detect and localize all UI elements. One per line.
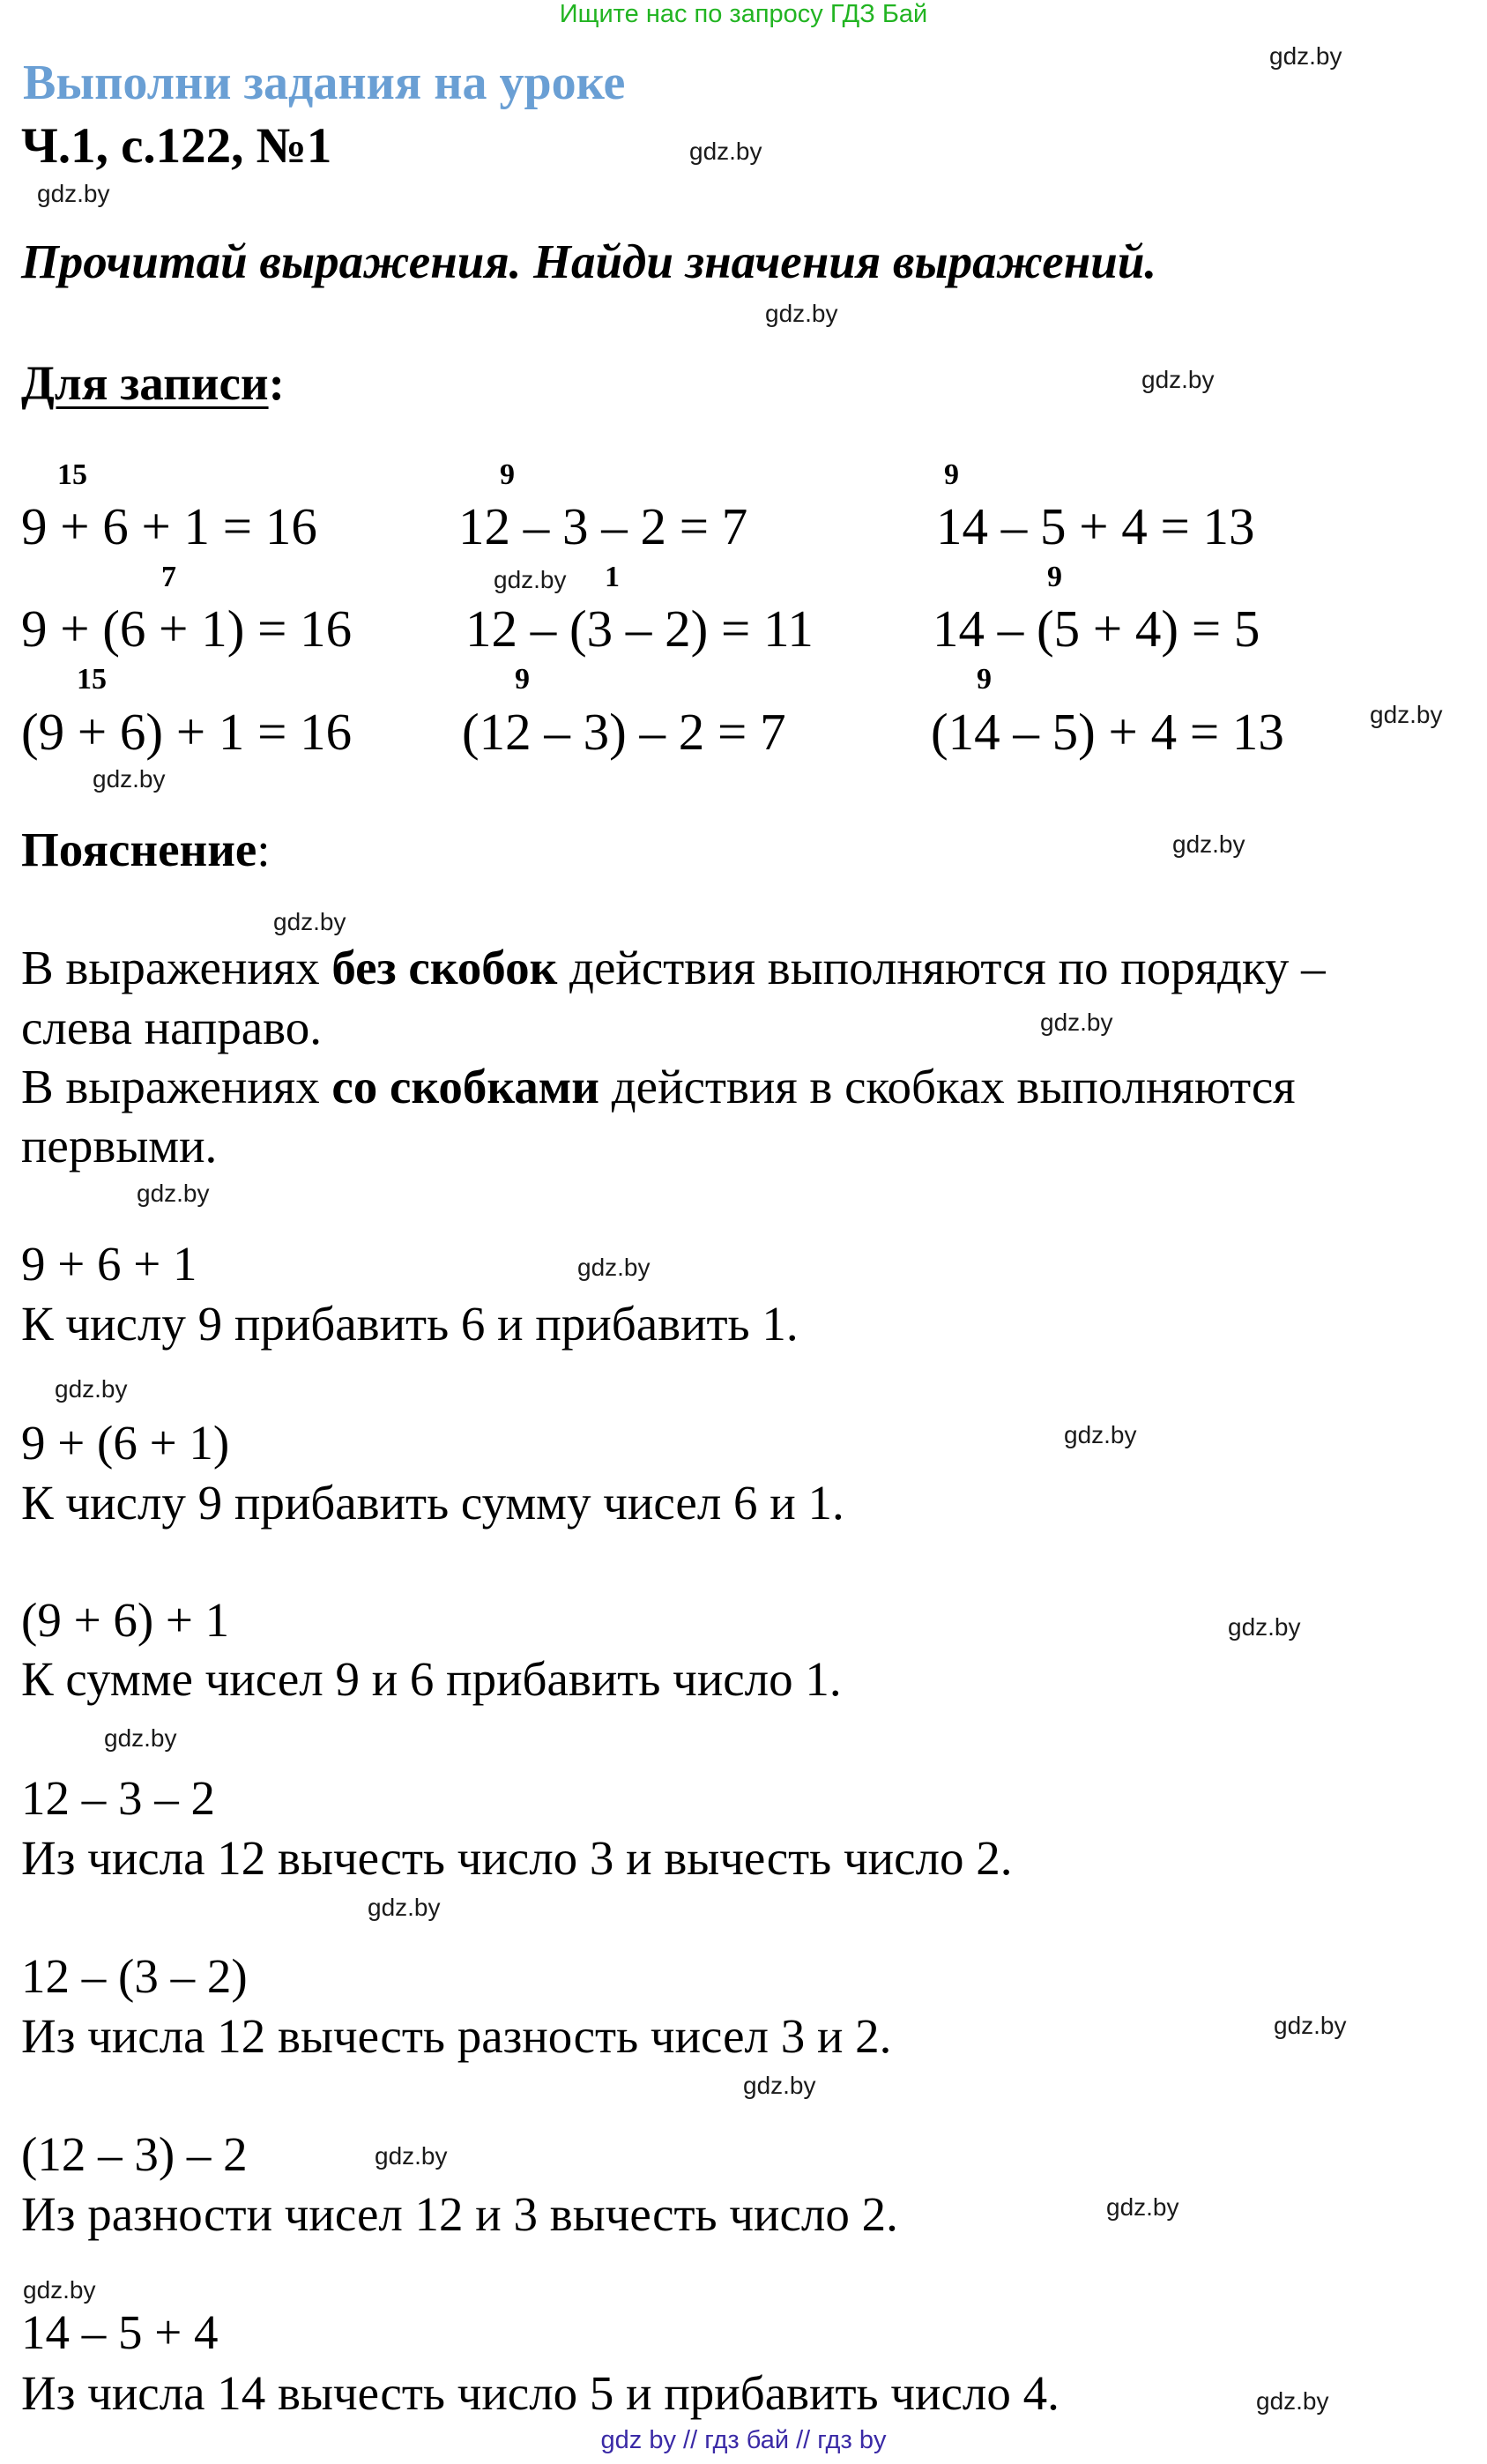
task-instruction: Прочитай выражения. Найди значения выражений. bbox=[21, 234, 1157, 288]
watermark: gdz.by bbox=[93, 765, 166, 793]
rule-bold-text: со скобками bbox=[331, 1060, 599, 1113]
explanation-text: Из числа 14 вычесть число 5 и прибавить число 4. bbox=[21, 2366, 1059, 2420]
expr-superscript: 15 bbox=[57, 458, 87, 491]
expr-superscript: 9 bbox=[515, 663, 530, 696]
explanation-text: Из разности чисел 12 и 3 вычесть число 2. bbox=[21, 2187, 898, 2241]
explanation-text: Из числа 12 вычесть разность чисел 3 и 2. bbox=[21, 2009, 892, 2063]
expr-superscript: 9 bbox=[944, 458, 959, 491]
expression: (14 – 5) + 4 = 13 bbox=[931, 703, 1284, 761]
watermark: gdz.by bbox=[368, 1894, 441, 1921]
explanation-label-text: Пояснение bbox=[21, 823, 257, 876]
rule-text: действия в скобках выполняются bbox=[599, 1060, 1296, 1113]
top-search-link[interactable]: Ищите нас по запросу ГДЗ Бай bbox=[559, 0, 928, 28]
bottom-links[interactable]: gdz by // гдз бай // гдз by bbox=[600, 2426, 887, 2454]
rule-text: действия выполняются по порядку – bbox=[557, 941, 1326, 994]
record-label-colon: : bbox=[268, 356, 285, 410]
explanation-label-colon: : bbox=[257, 823, 271, 876]
watermark: gdz.by bbox=[23, 2276, 96, 2304]
exercise-reference: Ч.1, с.122, №1 bbox=[21, 118, 332, 174]
explanation-expression: 14 – 5 + 4 bbox=[21, 2305, 219, 2359]
watermark: gdz.by bbox=[375, 2142, 448, 2170]
explanation-expression: (9 + 6) + 1 bbox=[21, 1593, 230, 1647]
record-label-text: Для записи bbox=[21, 356, 269, 410]
expression: (12 – 3) – 2 = 7 bbox=[462, 703, 786, 761]
watermark: gdz.by bbox=[137, 1180, 210, 1207]
explanation-text: К сумме чисел 9 и 6 прибавить число 1. bbox=[21, 1652, 842, 1706]
rule-no-brackets bbox=[21, 940, 1326, 995]
watermark: gdz.by bbox=[1274, 2012, 1347, 2039]
explanation-expression: 9 + 6 + 1 bbox=[21, 1237, 197, 1291]
rule-text: В выражениях bbox=[21, 1060, 332, 1113]
rule-text: В выражениях bbox=[21, 941, 332, 994]
rule-no-brackets-line2: слева направо. bbox=[21, 1001, 322, 1054]
watermark: gdz.by bbox=[1269, 42, 1342, 70]
watermark: gdz.by bbox=[1370, 701, 1443, 728]
watermark: gdz.by bbox=[1141, 366, 1215, 393]
explanation-text: К числу 9 прибавить сумму чисел 6 и 1. bbox=[21, 1476, 844, 1530]
expression: 12 – 3 – 2 = 7 bbox=[458, 497, 748, 555]
watermark: gdz.by bbox=[1064, 1421, 1137, 1448]
expr-superscript: 9 bbox=[977, 663, 992, 696]
expr-superscript: 9 bbox=[1047, 561, 1062, 593]
expr-superscript: 15 bbox=[77, 663, 107, 696]
watermark: gdz.by bbox=[765, 300, 838, 327]
explanation-text: К числу 9 прибавить 6 и прибавить 1. bbox=[21, 1297, 799, 1351]
record-label bbox=[21, 355, 285, 411]
expression: 14 – 5 + 4 = 13 bbox=[936, 497, 1255, 555]
watermark: gdz.by bbox=[104, 1724, 177, 1752]
explanation-expression: 12 – 3 – 2 bbox=[21, 1771, 215, 1825]
watermark: gdz.by bbox=[1256, 2387, 1329, 2415]
watermark: gdz.by bbox=[494, 566, 567, 593]
expr-superscript: 9 bbox=[500, 458, 515, 491]
explanation-expression: 9 + (6 + 1) bbox=[21, 1416, 230, 1470]
watermark: gdz.by bbox=[689, 138, 762, 165]
expression: 9 + 6 + 1 = 16 bbox=[21, 497, 317, 555]
watermark: gdz.by bbox=[37, 180, 110, 207]
explanation-expression: (12 – 3) – 2 bbox=[21, 2127, 248, 2181]
rule-bold-text: без скобок bbox=[331, 941, 558, 994]
watermark: gdz.by bbox=[273, 908, 346, 935]
watermark: gdz.by bbox=[55, 1375, 128, 1403]
expr-superscript: 1 bbox=[605, 561, 620, 593]
section-heading: Выполни задания на уроке bbox=[23, 56, 626, 110]
rule-with-brackets bbox=[21, 1059, 1296, 1114]
expression: (9 + 6) + 1 = 16 bbox=[21, 703, 353, 761]
expression: 9 + (6 + 1) = 16 bbox=[21, 599, 353, 658]
expression: 14 – (5 + 4) = 5 bbox=[933, 599, 1260, 658]
watermark: gdz.by bbox=[577, 1254, 651, 1281]
watermark: gdz.by bbox=[743, 2072, 816, 2099]
watermark: gdz.by bbox=[1172, 830, 1245, 858]
explanation-label bbox=[21, 822, 271, 877]
explanation-expression: 12 – (3 – 2) bbox=[21, 1949, 248, 2003]
rule-with-brackets-line2: первыми. bbox=[21, 1119, 218, 1172]
explanation-text: Из числа 12 вычесть число 3 и вычесть число 2. bbox=[21, 1831, 1013, 1885]
watermark: gdz.by bbox=[1228, 1613, 1301, 1641]
watermark: gdz.by bbox=[1040, 1009, 1113, 1036]
expression: 12 – (3 – 2) = 11 bbox=[465, 599, 814, 658]
watermark: gdz.by bbox=[1106, 2193, 1179, 2221]
expr-superscript: 7 bbox=[161, 561, 176, 593]
